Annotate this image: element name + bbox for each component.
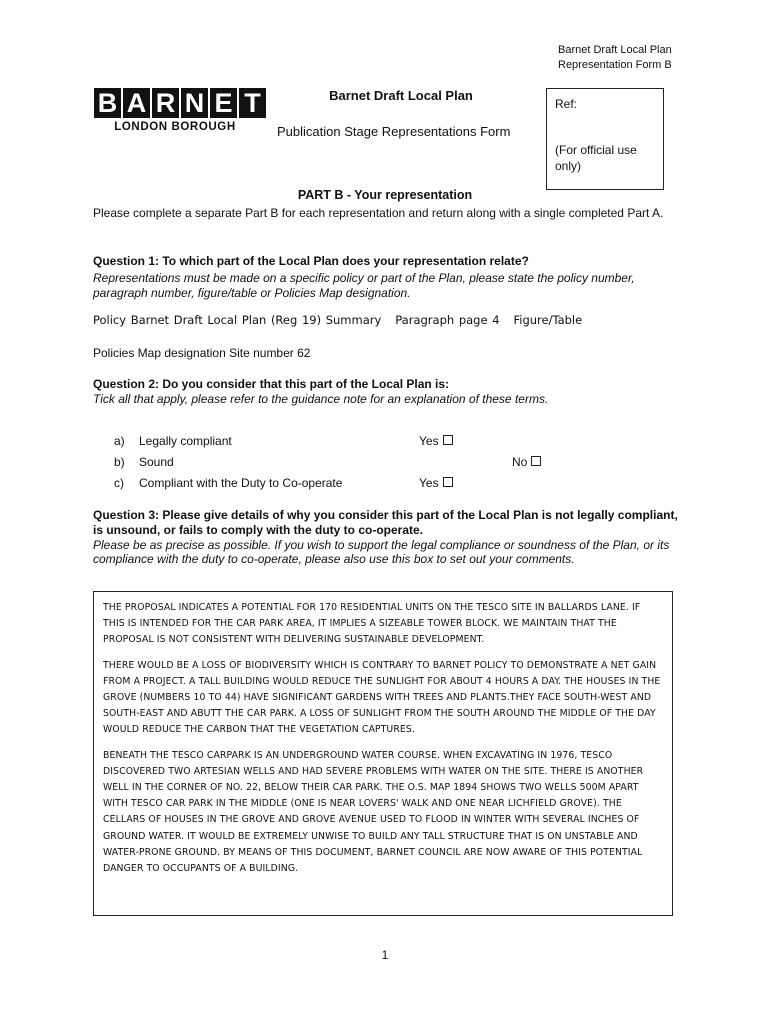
question-2-instructions: Tick all that apply, please refer to the guidance note for an explanation of these terms.: [93, 392, 549, 406]
part-b-intro: Please complete a separate Part B for each representation and return along with a single completed Part A.: [93, 206, 664, 220]
option-c-answer[interactable]: [419, 476, 453, 490]
question-3-instructions: Please be as precise as possible. If you wish to support the legal compliance or soundness of the Plan, or its compliance with the duty to co-operate, please also use this box to set out your comments.: [93, 538, 670, 566]
question-1-instructions: Representations must be made on a specific policy or part of the Plan, please state the policy number, paragraph number, figure/table or Policies Map designation.: [93, 271, 635, 300]
logo-letter: A: [123, 88, 150, 118]
question-3: [93, 508, 683, 566]
comment-textbox[interactable]: [93, 591, 673, 916]
option-c-answer-text: Yes: [419, 476, 439, 490]
option-b-label: Sound: [139, 455, 174, 469]
option-c-letter: c): [114, 476, 124, 490]
policy-reference: Policy Barnet Draft Local Plan (Reg 19) Summary Paragraph page 4 Figure/Table: [93, 313, 583, 327]
question-1-title: Question 1: To which part of the Local Plan does your representation relate?: [93, 254, 529, 268]
option-a-letter: a): [114, 434, 125, 448]
form-identifier-line2: Representation Form B: [558, 59, 672, 71]
document-subtitle: Publication Stage Representations Form: [277, 124, 511, 139]
question-3-title: Question 3: Please give details of why you consider this part of the Local Plan is not legally compliant, is unsound, or fails to comply with the duty to co-operate.: [93, 508, 678, 537]
logo-letter: E: [210, 88, 237, 118]
question-1: [93, 254, 683, 301]
barnet-logo: [94, 88, 266, 133]
part-b-title: PART B - Your representation: [297, 188, 473, 202]
form-identifier: [558, 43, 758, 73]
logo-letter: N: [181, 88, 208, 118]
comment-paragraph: THE PROPOSAL INDICATES A POTENTIAL FOR 170 RESIDENTIAL UNITS ON THE TESCO SITE IN BALLARDS LANE. IF THIS IS INTENDED FOR THE CAR PARK AREA, IT IMPLIES A SIZEABLE TOWER BLOCK. WE MAINTAIN THAT THE PROPOSAL IS NOT CONSISTENT WITH DELIVERING SUSTAINABLE DEVELOPMENT.: [103, 602, 641, 646]
question-2: [93, 377, 683, 407]
logo-letter: T: [239, 88, 266, 118]
checkbox-icon[interactable]: [443, 477, 453, 487]
policies-map-designation: Policies Map designation Site number 62: [93, 346, 311, 360]
comment-paragraph: BENEATH THE TESCO CARPARK IS AN UNDERGROUND WATER COURSE. WHEN EXCAVATING IN 1976, TESCO DISCOVERED TWO ARTESIAN WELLS AND HAD SEVERE PROBLEMS WITH WATER ON THE SITE. THERE IS ANOTHER WELL IN THE CORNER OF NO. 22, BELOW THEIR CAR PARK. THE O.S. MAP 1894 SHOWS TWO WELLS 500M APART WITH TESCO CAR PARK IN THE MIDDLE (ONE IS NEAR LOVERS' WALK AND ONE NEAR LICHFIELD GROVE). THE CELLARS OF HOUSES IN THE GROVE AND GROVE AVENUE USED TO FLOOD IN WINTER WITH SEVERAL INCHES OF GROUND WATER. IT WOULD BE EXTREMELY UNWISE TO BUILD ANY TALL STRUCTURE THAT IS ON UNSTABLE AND WATER-PRONE GROUND. BY MEANS OF THIS DOCUMENT, BARNET COUNCIL ARE NOW AWARE OF THIS POTENTIAL DANGER TO OCCUPANTS OF A BUILDING.: [103, 749, 644, 875]
option-a-answer-text: Yes: [419, 434, 439, 448]
option-b-letter: b): [114, 455, 125, 469]
logo-letters: [94, 88, 266, 118]
option-b-answer-text: No: [512, 455, 528, 469]
logo-letter: B: [94, 88, 121, 118]
ref-label: Ref:: [555, 97, 578, 111]
form-identifier-line1: Barnet Draft Local Plan: [558, 44, 672, 56]
logo-letter: R: [152, 88, 179, 118]
option-a-label: Legally compliant: [139, 434, 232, 448]
document-title: Barnet Draft Local Plan: [329, 88, 473, 103]
checkbox-icon[interactable]: [531, 456, 541, 466]
option-b-answer[interactable]: [512, 455, 541, 469]
checkbox-icon[interactable]: [443, 435, 453, 445]
question-2-title: Question 2: Do you consider that this part of the Local Plan is:: [93, 377, 450, 391]
option-c-label: Compliant with the Duty to Co-operate: [139, 476, 343, 490]
logo-subtitle: LONDON BOROUGH: [114, 121, 236, 133]
option-a-answer[interactable]: [419, 434, 453, 448]
official-ref-box: [546, 88, 664, 190]
comment-paragraph: THERE WOULD BE A LOSS OF BIODIVERSITY WHICH IS CONTRARY TO BARNET POLICY TO DEMONSTRATE A NET GAIN FROM A PROJECT. A TALL BUILDING WOULD REDUCE THE SUNLIGHT FOR ABOUT 4 HOURS A DAY. THE HOUSES IN THE GROVE (NUMBERS 10 TO 44) HAVE SIGNIFICANT GARDENS WITH TREES AND PLANTS.THEY FACE SOUTH-WEST AND SOUTH-EAST AND ABUTT THE CAR PARK. A LOSS OF SUNLIGHT FROM THE SOUTH AROUND THE MIDDLE OF THE DAY WOULD REDUCE THE CARBON THAT THE VEGETATION CAPTURES.: [103, 659, 661, 736]
page-number: 1: [381, 948, 389, 962]
ref-note: (For official use only): [555, 143, 637, 173]
